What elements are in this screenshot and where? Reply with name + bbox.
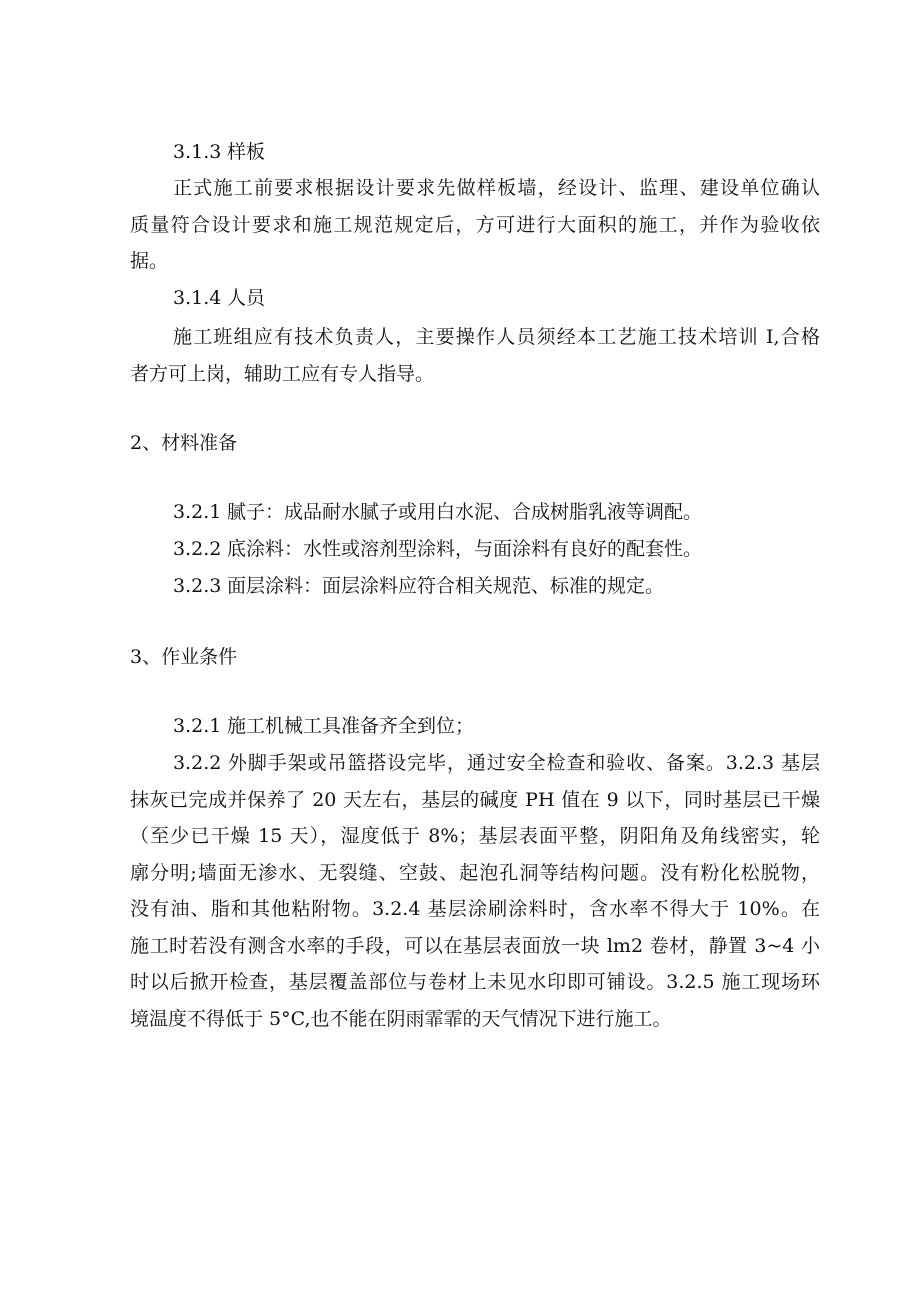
section-title: 样板 (227, 141, 266, 163)
item-number: 3.2.1 (173, 715, 222, 737)
heading-conditions: 3、作业条件 (130, 646, 238, 668)
paragraph-line: 时以后掀开检查，基层覆盖部位与卷材上未见水印即可铺设。3.2.5 施工现场环 (130, 971, 820, 993)
item-number: 3.2.1 (173, 501, 222, 523)
item-number: 3.2.2 (173, 752, 222, 774)
paragraph-line: 廓分明;墙面无渗水、无裂缝、空鼓、起泡孔洞等结构问题。没有粉化松脱物， (130, 862, 820, 884)
paragraph-line: 施工时若没有测含水率的手段，可以在基层表面放一块 lm2 卷材，静置 3~4 小 (130, 935, 820, 957)
item-text: 底涂料：水性或溶剂型涂料，与面涂料有良好的配套性。 (227, 538, 703, 560)
list-item (173, 531, 820, 567)
paragraph-line (173, 745, 820, 781)
item-text: 腻子：成品耐水腻子或用白水泥、合成树脂乳液等调配。 (227, 501, 703, 523)
list-item (173, 568, 820, 604)
section-heading-sample (173, 134, 820, 170)
item-text: 面层涂料：面层涂料应符合相关规范、标准的规定。 (227, 575, 665, 597)
list-item (173, 494, 820, 530)
heading-materials: 2、材料准备 (130, 432, 238, 454)
list-item (173, 708, 820, 744)
paragraph-line: 据。 (130, 250, 169, 272)
item-number: 3.2.2 (173, 538, 222, 560)
paragraph-line: 境温度不得低于 5°C,也不能在阴雨霏霏的天气情况下进行施工。 (130, 1008, 672, 1030)
paragraph-line: 质量符合设计要求和施工规范规定后，方可进行大面积的施工，并作为验收依 (130, 214, 820, 236)
paragraph-line: 施工班组应有技术负责人，主要操作人员须经本工艺施工技术培训 I,合格 (173, 326, 820, 348)
section-number: 3.1.3 (173, 141, 222, 163)
section-heading-personnel (173, 280, 820, 316)
section-title: 人员 (227, 287, 266, 309)
paragraph-line: 者方可上岗，辅助工应有专人指导。 (130, 363, 435, 385)
item-text: 外脚手架或吊篮搭设完毕，通过安全检查和验收、备案。3.2.3 基层 (227, 752, 820, 774)
paragraph-line: 正式施工前要求根据设计要求先做样板墙，经设计、监理、建设单位确认 (173, 177, 820, 199)
paragraph-line: 没有油、脂和其他粘附物。3.2.4 基层涂刷涂料时，含水率不得大于 10%。在 (130, 898, 820, 920)
section-number: 3.1.4 (173, 287, 222, 309)
paragraph-line: 抹灰已完成并保养了 20 天左右，基层的碱度 PH 值在 9 以下，同时基层已干燥 (130, 789, 820, 811)
item-number: 3.2.3 (173, 575, 222, 597)
item-text: 施工机械工具准备齐全到位； (227, 715, 475, 737)
paragraph-line: （至少已干燥 15 天），湿度低于 8%；基层表面平整，阴阳角及角线密实，轮 (130, 825, 820, 847)
